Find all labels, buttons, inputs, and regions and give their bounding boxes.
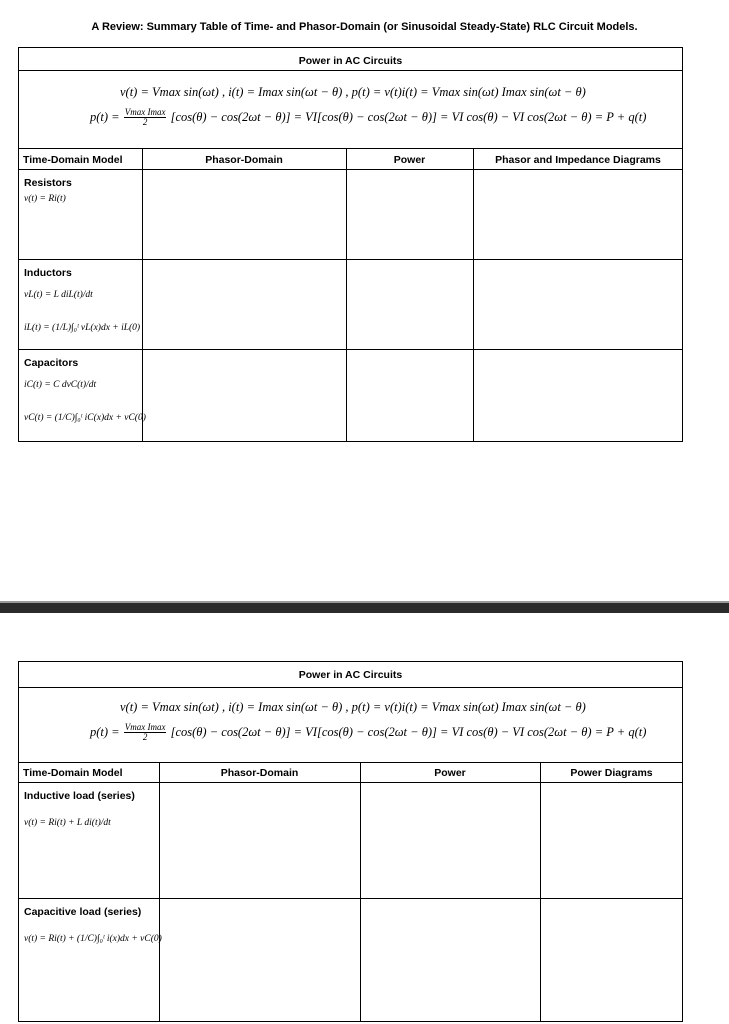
table2-col-power: Power <box>434 767 466 779</box>
table1-power-equation-1 <box>120 85 586 100</box>
table1-col-power: Power <box>393 154 426 166</box>
row-label-inductive-load: Inductive load (series) <box>24 790 135 802</box>
table2-col-diagrams: Power Diagrams <box>570 767 653 779</box>
table1-eq-line1: v(t) = Vmax sin(ωt) , i(t) = Imax sin(ωt − θ) , p(t) = v(t)i(t) = Vmax sin(ωt) Imax sin(ωt − θ) <box>120 85 586 99</box>
table2-power-equation-1 <box>120 700 586 715</box>
capacitor-equation-1: iC(t) = C dvC(t)/dt <box>24 380 97 390</box>
table1-col-diagrams: Phasor and Impedance Diagrams <box>495 154 661 166</box>
row-label-capacitive-load: Capacitive load (series) <box>24 906 142 918</box>
table1-eq2-frac-den: 2 <box>142 117 148 128</box>
table1-heading: Power in AC Circuits <box>298 55 403 67</box>
page-title: A Review: Summary Table of Time- and Phasor-Domain (or Sinusoidal Steady-State) RLC Circuit Models. <box>91 21 638 33</box>
inductor-equation-1: vL(t) = L diL(t)/dt <box>24 290 93 300</box>
table2-power-equation-2 <box>90 723 646 743</box>
row-label-resistors: Resistors <box>24 177 72 189</box>
row-label-capacitors: Capacitors <box>24 357 79 369</box>
table1-eq2-frac-num: Vmax Imax <box>124 107 166 117</box>
page-divider <box>0 603 729 613</box>
table2-eq2-fraction <box>124 723 167 743</box>
table2-eq2-rest: [cos(θ) − cos(2ωt − θ)] = VI[cos(θ) − cos(2ωt − θ)] = VI cos(θ) − VI cos(2ωt − θ) = P + q(t) <box>170 724 647 739</box>
inductive-load-equation: v(t) = Ri(t) + L di(t)/dt <box>24 818 111 828</box>
table2-eq2-frac-num: Vmax Imax <box>124 722 166 732</box>
table1-eq2-rest: [cos(θ) − cos(2ωt − θ)] = VI[cos(θ) − cos(2ωt − θ)] = VI cos(θ) − VI cos(2ωt − θ) = P + q(t) <box>170 109 647 124</box>
table2-eq2-frac-den: 2 <box>142 732 148 743</box>
table2-eq-line1: v(t) = Vmax sin(ωt) , i(t) = Imax sin(ωt − θ) , p(t) = v(t)i(t) = Vmax sin(ωt) Imax sin(ωt − θ) <box>120 700 586 714</box>
table1-eq2-fraction <box>124 108 167 128</box>
capacitor-equation-2: vC(t) = (1/C)∫₀ᵗ iC(x)dx + vC(0) <box>24 413 146 423</box>
table2-col-time-domain: Time-Domain Model <box>23 767 123 779</box>
table1-col-time-domain: Time-Domain Model <box>23 154 123 166</box>
table2-eq2-prefix: p(t) = <box>90 724 120 739</box>
inductor-equation-2: iL(t) = (1/L)∫₀ᵗ vL(x)dx + iL(0) <box>24 323 141 333</box>
capacitive-load-equation: v(t) = Ri(t) + (1/C)∫₀ᵗ i(x)dx + vC(0) <box>24 934 162 944</box>
summary-table-2 <box>18 661 683 1022</box>
table1-power-equation-2 <box>90 108 646 128</box>
resistor-equation: v(t) = Ri(t) <box>24 194 66 204</box>
table2-heading: Power in AC Circuits <box>298 669 403 681</box>
row-label-inductors: Inductors <box>24 267 72 279</box>
table1-eq2-prefix: p(t) = <box>90 109 120 124</box>
table2-col-phasor-domain: Phasor-Domain <box>220 767 299 779</box>
table1-col-phasor-domain: Phasor-Domain <box>205 154 283 166</box>
summary-table-1 <box>18 47 683 442</box>
